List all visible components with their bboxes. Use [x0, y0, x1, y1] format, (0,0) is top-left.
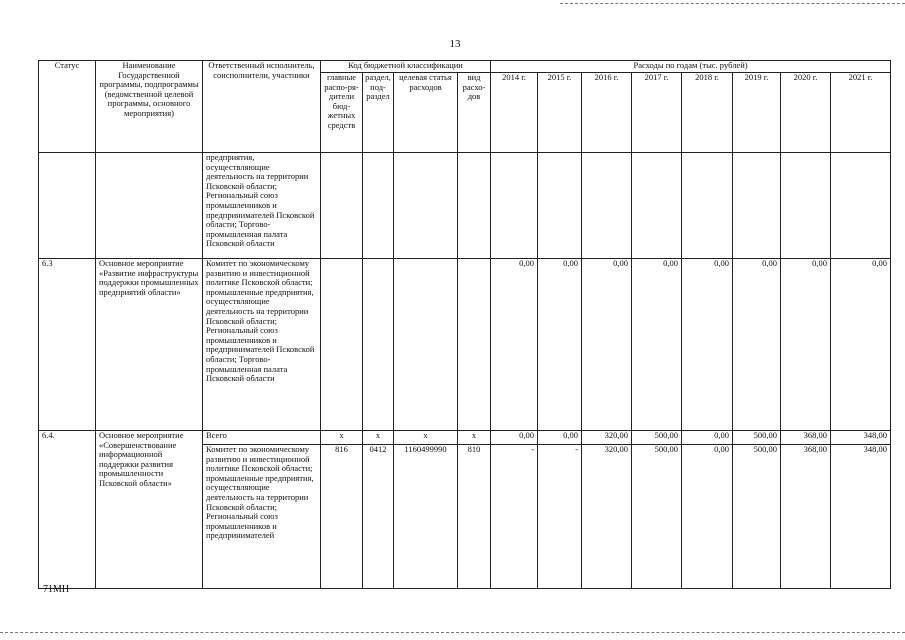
- total-2015: 0,00: [538, 431, 582, 445]
- header-year-2014: 2014 г.: [491, 73, 538, 153]
- value-2014: -: [491, 445, 538, 589]
- value-2020: 368,00: [781, 445, 831, 589]
- value-2019: 0,00: [733, 259, 781, 431]
- value-2018: 0,00: [682, 259, 733, 431]
- table-row-continuation: [39, 153, 891, 259]
- value-2020: 0,00: [781, 259, 831, 431]
- header-name: Наименование Государственной программы, подпрограммы (ведомственной целевой программы, основного мероприятия): [96, 61, 203, 153]
- value-2021: 348,00: [831, 445, 891, 589]
- measure-name-cell: Основное мероприятие «Совершенствование информационной поддержки развития промышленности Псковской области»: [96, 431, 203, 589]
- header-budget-code: Код бюджетной классификации: [321, 61, 491, 73]
- total-2019: 500,00: [733, 431, 781, 445]
- total-2020: 368,00: [781, 431, 831, 445]
- executor-cell: Комитет по экономическому развитию и инвестиционной политике Псковской области; промышленные предприятия, осуществляющие деятельность на территории Псковской области; Региональный союз промышленников и предпринимателей Псковской области; Торгово-промышленная палата Псковской области: [203, 259, 321, 431]
- header-executor: Ответственный исполнитель, соисполнители, участники: [203, 61, 321, 153]
- header-year-2021: 2021 г.: [831, 73, 891, 153]
- executor-cell: предприятия, осуществляющие деятельность на территории Псковской области; Региональный союз промышленников и предпринимателей Псковской области; Торгово-промышленная палата Псковской области: [203, 153, 321, 259]
- measure-name-cell: Основное мероприятие «Развитие инфраструктуры поддержки промышленных предприятий области»: [96, 259, 203, 431]
- code-section: х: [363, 431, 394, 445]
- total-2017: 500,00: [632, 431, 682, 445]
- value-2019: 500,00: [733, 445, 781, 589]
- code-section: 0412: [363, 445, 394, 589]
- total-2021: 348,00: [831, 431, 891, 445]
- header-year-2020: 2020 г.: [781, 73, 831, 153]
- code-target: х: [394, 431, 458, 445]
- code-type: х: [458, 431, 491, 445]
- header-expenses: Расходы по годам (тыс. рублей): [491, 61, 891, 73]
- header-type: вид расхо-дов: [458, 73, 491, 153]
- total-2016: 320,00: [582, 431, 632, 445]
- total-2018: 0,00: [682, 431, 733, 445]
- header-year-2017: 2017 г.: [632, 73, 682, 153]
- value-2017: 0,00: [632, 259, 682, 431]
- code-target: 1160499990: [394, 445, 458, 589]
- total-label: Всего: [203, 431, 321, 445]
- code-grbs: 816: [321, 445, 363, 589]
- header-grbs: главные распо-ря-дители бюд-жетных средств: [321, 73, 363, 153]
- header-row-1: [39, 61, 891, 73]
- header-target: целевая статья расходов: [394, 73, 458, 153]
- budget-table: [38, 60, 891, 589]
- header-year-2016: 2016 г.: [582, 73, 632, 153]
- value-2018: 0,00: [682, 445, 733, 589]
- page-number: 13: [449, 38, 461, 50]
- table-row-6-3: [39, 259, 891, 431]
- document-code: 71МН: [43, 584, 70, 595]
- value-2021: 0,00: [831, 259, 891, 431]
- value-2016: 320,00: [582, 445, 632, 589]
- header-year-2019: 2019 г.: [733, 73, 781, 153]
- total-2014: 0,00: [491, 431, 538, 445]
- status-cell: 6.4.: [39, 431, 96, 589]
- status-cell: 6.3: [39, 259, 96, 431]
- executor-cell: Комитет по экономическому развитию и инвестиционной политике Псковской области; промышленные предприятия, осуществляющие деятельность на территории Псковской области; Региональный союз промышленников и предпринимателей: [203, 445, 321, 589]
- value-2015: 0,00: [538, 259, 582, 431]
- value-2017: 500,00: [632, 445, 682, 589]
- code-grbs: х: [321, 431, 363, 445]
- header-year-2018: 2018 г.: [682, 73, 733, 153]
- header-year-2015: 2015 г.: [538, 73, 582, 153]
- header-status: Статус: [39, 61, 96, 153]
- header-section: раздел, под-раздел: [363, 73, 394, 153]
- value-2015: -: [538, 445, 582, 589]
- value-2014: 0,00: [491, 259, 538, 431]
- scan-edge-top: [560, 3, 905, 4]
- code-type: 810: [458, 445, 491, 589]
- value-2016: 0,00: [582, 259, 632, 431]
- table-row-6-4-total: [39, 431, 891, 445]
- scan-edge-bottom: [0, 632, 905, 633]
